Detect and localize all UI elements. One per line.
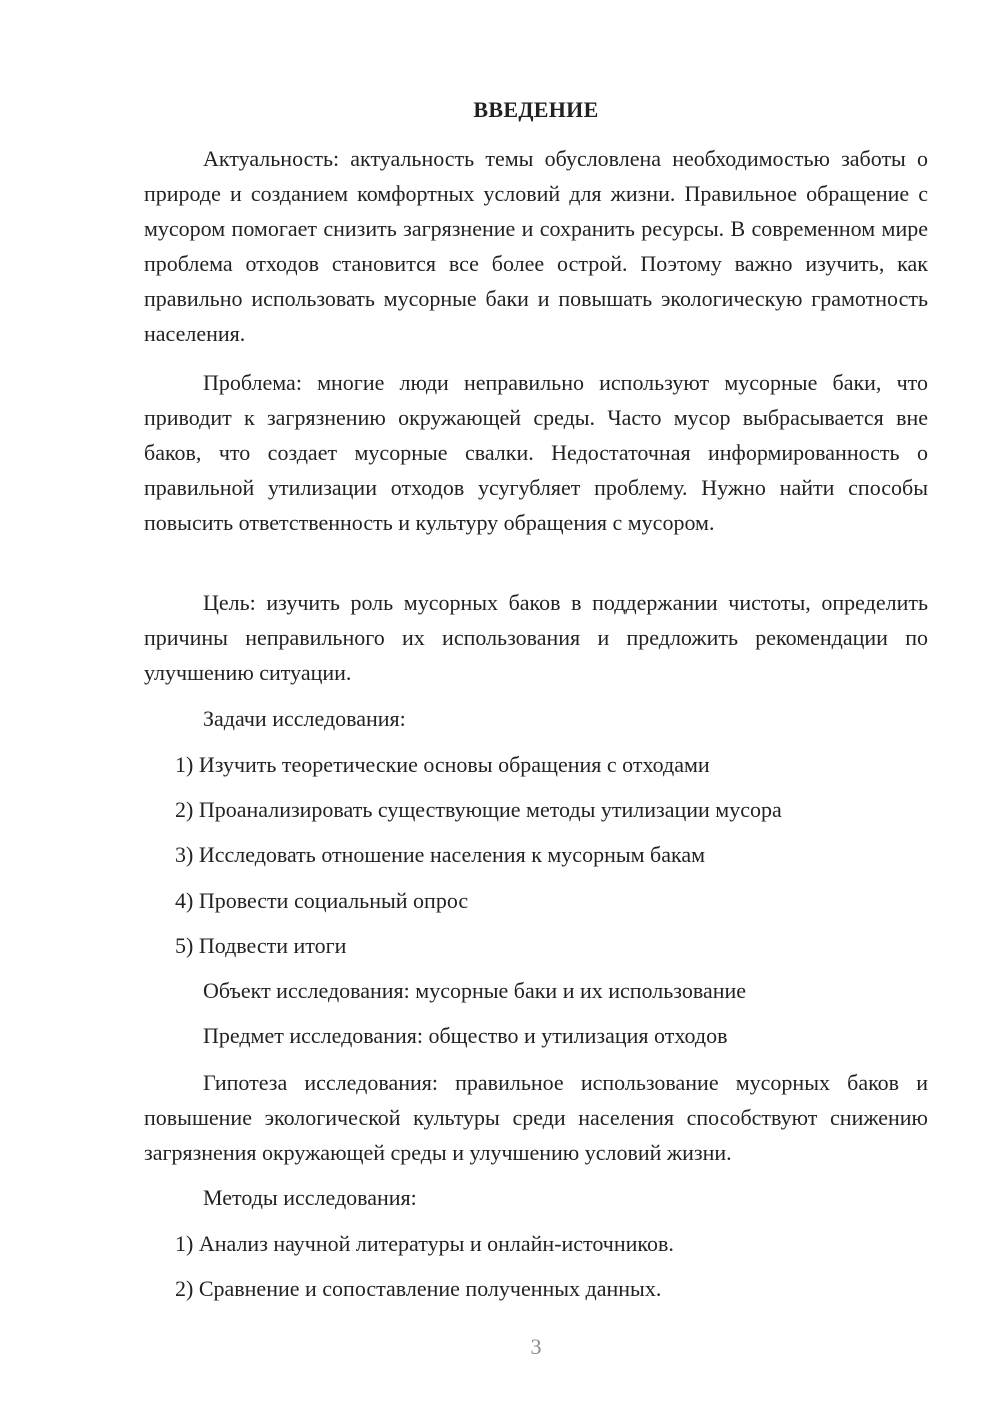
task-item-5: 5) Подвести итоги (175, 933, 347, 958)
task-item-1: 1) Изучить теоретические основы обращения с отходами (175, 752, 710, 777)
method-item-2: 2) Сравнение и сопоставление полученных данных. (175, 1276, 662, 1301)
research-subject: Предмет исследования: общество и утилизация отходов (203, 1023, 728, 1048)
goal-paragraph: Цель: изучить роль мусорных баков в поддержании чистоты, определить причины неправильного их использования и предложить рекомендации по улучшению ситуации. (144, 590, 928, 685)
section-title: ВВЕДЕНИЕ (473, 97, 599, 122)
problem-paragraph: Проблема: многие люди неправильно используют мусорные баки, что приводит к загрязнению окружающей среды. Часто мусор выбрасывается вне баков, что создает мусорные свалки. Недостаточная информированность о правильной утилизации отходов усугубляет проблему. Нужно найти способы повысить ответственность и культуру обращения с мусором. (144, 370, 928, 535)
page-number: 3 (530, 1334, 542, 1359)
method-item-1: 1) Анализ научной литературы и онлайн-источников. (175, 1231, 674, 1256)
research-object: Объект исследования: мусорные баки и их использование (203, 978, 747, 1003)
tasks-heading: Задачи исследования: (203, 706, 406, 731)
task-item-4: 4) Провести социальный опрос (175, 888, 469, 913)
hypothesis-paragraph: Гипотеза исследования: правильное использование мусорных баков и повышение экологической культуры среди населения способствуют снижению загрязнения окружающей среды и улучшению условий жизни. (144, 1070, 928, 1165)
task-item-2: 2) Проанализировать существующие методы утилизации мусора (175, 797, 782, 822)
methods-heading: Методы исследования: (203, 1185, 417, 1210)
task-item-3: 3) Исследовать отношение населения к мусорным бакам (175, 842, 706, 867)
relevance-paragraph: Актуальность: актуальность темы обусловлена необходимостью заботы о природе и созданием комфортных условий для жизни. Правильное обращение с мусором помогает снизить загрязнение и сохранить ресурсы. В современном мире проблема отходов становится все более острой. Поэтому важно изучить, как правильно использовать мусорные баки и повышать экологическую грамотность населения. (144, 146, 928, 346)
